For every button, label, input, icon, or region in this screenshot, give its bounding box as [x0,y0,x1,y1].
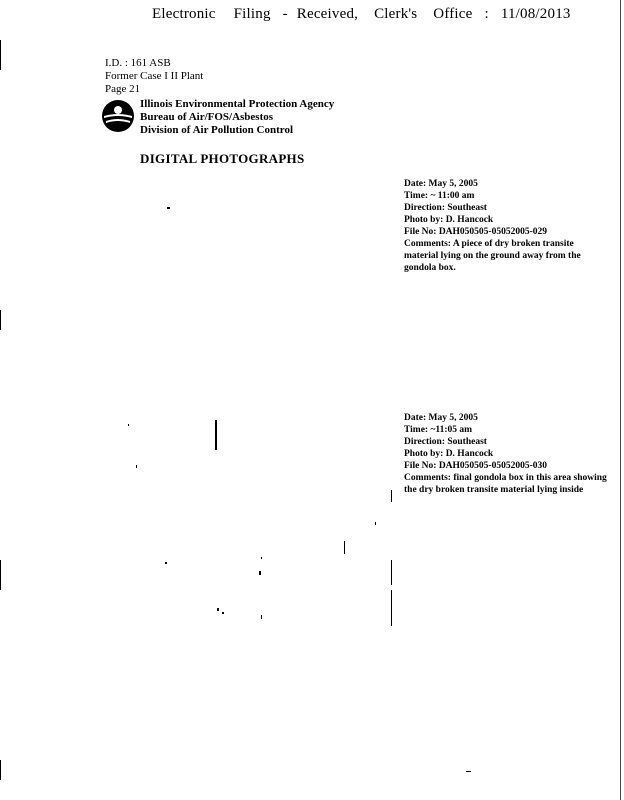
scan-edge-mark [0,40,1,70]
scan-speck [391,560,392,585]
photo-comments: Comments: A piece of dry broken transite material lying on the ground away from the gondola box. [404,239,581,273]
scan-speck [391,490,392,502]
scan-edge-mark [0,560,1,590]
filing-header-word: Filing [233,6,271,22]
scan-speck [261,557,262,559]
case-name: Former Case I II Plant [105,70,204,82]
photo-date: Date: May 5, 2005 [404,413,478,423]
photo-file-number: File No: DAH050505-05052005-029 [404,227,548,237]
filing-header-word: Received, [296,6,359,22]
filing-header-word: Electronic [152,6,216,22]
filing-header-word: - [282,6,288,22]
filing-header-word: : [484,6,489,22]
scan-speck [261,615,262,619]
photo-info-block [404,178,609,274]
photo-time: Time: ~ 11:00 am [404,191,475,201]
scan-speck [217,608,219,611]
scan-speck [466,771,471,772]
scan-speck [391,590,392,626]
filing-header-date: 11/08/2013 [500,6,571,22]
scan-speck [259,571,261,575]
case-id: I.D. : 161 ASB [105,57,171,69]
scan-edge-line [620,0,621,800]
photo-date: Date: May 5, 2005 [404,179,478,189]
section-title: DIGITAL PHOTOGRAPHS [140,151,305,166]
photo-author: Photo by: D. Hancock [404,215,494,225]
agency-bureau: Bureau of Air/FOS/Asbestos [140,111,274,123]
filing-header-word: Office [433,6,473,22]
photo-direction: Direction: Southeast [404,203,487,213]
scan-speck [215,420,217,450]
scan-edge-mark [0,310,1,330]
photo-info-block [404,412,609,496]
photo-direction: Direction: Southeast [404,437,487,447]
filing-header-word: Clerk's [374,6,418,22]
scan-speck [222,612,224,614]
filing-header [152,6,571,23]
scan-speck [167,207,170,209]
photo-author: Photo by: D. Hancock [404,449,494,459]
scan-speck [128,424,129,426]
agency-name: Illinois Environmental Protection Agency [140,98,335,110]
iepa-seal-icon [101,99,135,133]
scan-speck [344,541,345,554]
photo-time: Time: ~11:05 am [404,425,473,435]
scan-speck [165,562,167,564]
agency-division: Division of Air Pollution Control [140,124,294,136]
scan-edge-mark [0,760,1,780]
page-number: Page 21 [105,83,141,95]
scan-speck [375,522,376,525]
photo-comments: Comments: final gondola box in this area showing the dry broken transite material lying inside [404,473,607,495]
photo-file-number: File No: DAH050505-05052005-030 [404,461,548,471]
scan-speck [136,465,137,468]
